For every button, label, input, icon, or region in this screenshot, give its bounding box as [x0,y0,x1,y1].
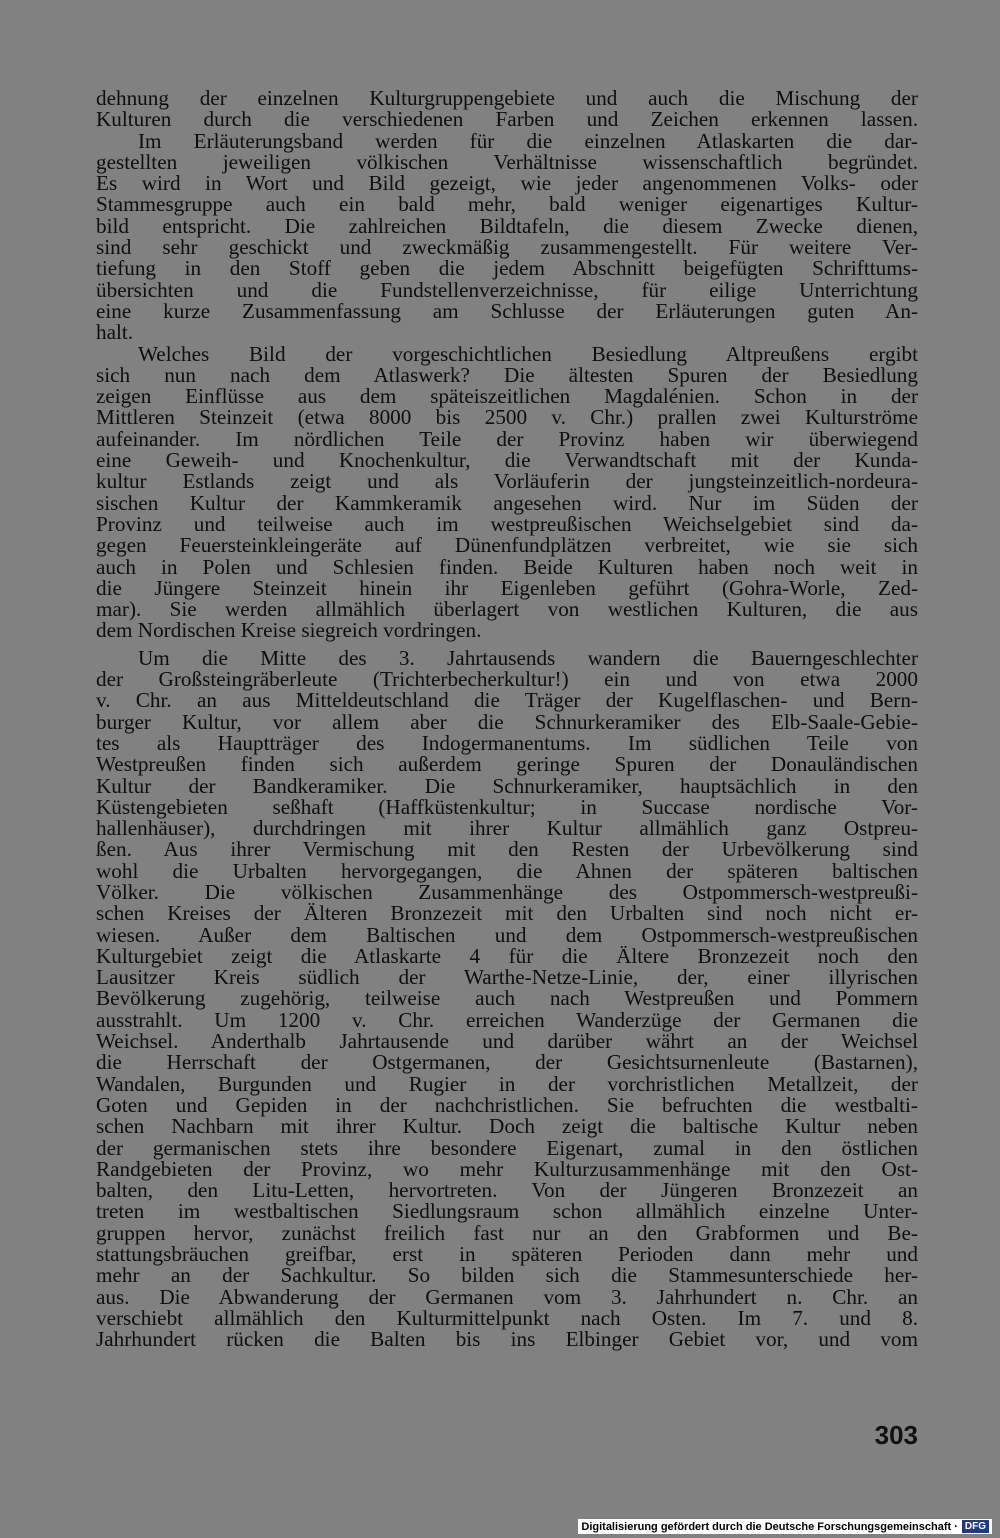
text-line: gestellten jeweiligen völkischen Verhältnisse wissenschaftlich begründet. [96,149,918,174]
text-line: dem Nordischen Kreise siegreich vordringen. [96,618,482,643]
text-line: Weichsel. Anderthalb Jahrtausende und darüber währt an der Weichsel [96,1029,918,1054]
text-line: aufeinander. Im nördlichen Teile der Provinz haben wir überwiegend [96,426,918,451]
text-line: ausstrahlt. Um 1200 v. Chr. erreichen Wanderzüge der Germanen die [96,1007,918,1032]
text-line: hallenhäuser), durchdringen mit ihrer Kultur allmählich ganz Ostpreu- [96,816,918,841]
text-line: sind sehr geschickt und zweckmäßig zusammengestellt. Für weitere Ver- [96,235,918,260]
text-line: schen Nachbarn mit ihrer Kultur. Doch zeigt die baltische Kultur neben [96,1114,918,1139]
text-line: Um die Mitte des 3. Jahrtausends wandern die Bauerngeschlechter [138,645,918,670]
text-line: Völker. Die völkischen Zusammenhänge des Ostpommersch-westpreußi- [96,879,918,904]
text-line: sich nun nach dem Atlaswerk? Die ältesten Spuren der Besiedlung [96,362,918,387]
text-line: der Großsteingräberleute (Trichterbecherkultur!) ein und von etwa 2000 [96,667,918,692]
text-line: eine kurze Zusammenfassung am Schlusse der Erläuterungen guten An- [96,298,918,323]
digitization-footer [578,1519,992,1534]
text-line: verschiebt allmählich den Kulturmittelpunkt nach Osten. Im 7. und 8. [96,1305,918,1330]
text-line: Kulturen durch die verschiedenen Farben und Zeichen erkennen lassen. [96,107,918,132]
text-line: mar). Sie werden allmählich überlagert von westlichen Kulturen, die aus [96,597,918,622]
text-line: sischen Kultur der Kammkeramik angesehen wird. Nur im Süden der [96,490,918,515]
text-line: Kultur der Bandkeramiker. Die Schnurkeramiker, hauptsächlich in den [96,773,918,798]
text-line: Wandalen, Burgunden und Rugier in der vorchristlichen Metallzeit, der [96,1071,918,1096]
text-line: die Jüngere Steinzeit hinein ihr Eigenleben geführt (Gohra-Worle, Zed- [96,575,918,600]
text-line: mehr an der Sachkultur. So bilden sich die Stammesunterschiede her- [96,1263,918,1288]
text-line: schen Kreises der Älteren Bronzezeit mit den Urbalten sind noch nicht er- [96,901,918,926]
text-line: auch in Polen und Schlesien finden. Beide Kulturen haben noch weit in [96,554,918,579]
text-line: aus. Die Abwanderung der Germanen vom 3. Jahrhundert n. Chr. an [96,1284,918,1309]
text-line: treten im westbaltischen Siedlungsraum schon allmählich einzelne Unter- [96,1199,918,1224]
text-line: gruppen hervor, zunächst freilich fast nur an den Grabformen und Be- [96,1220,918,1245]
text-line: ßen. Aus ihrer Vermischung mit den Resten der Urbevölkerung sind [96,837,918,862]
text-line: Westpreußen finden sich außerdem geringe Spuren der Donauländischen [96,752,918,777]
text-line: tiefung in den Stoff geben die jedem Abschnitt beigefügten Schrifttums- [96,256,918,281]
page-number: 303 [874,1420,918,1450]
text-line: Goten und Gepiden in der nachchristlichen. Sie befruchten die westbalti- [96,1092,918,1117]
dfg-logo: DFG [962,1520,989,1533]
text-line: kultur Estlands zeigt und als Vorläuferin der jungsteinzeitlich-nordeura- [96,469,918,494]
text-line: Jahrhundert rücken die Balten bis ins Elbinger Gebiet vor, und vom [96,1327,918,1352]
text-line: wohl die Urbalten hervorgegangen, die Ahnen der späteren baltischen [96,858,918,883]
text-line: übersichten und die Fundstellenverzeichnisse, für eilige Unterrichtung [96,277,918,302]
text-line: zeigen Einflüsse aus dem späteiszeitlichen Magdalénien. Schon in der [96,384,918,409]
text-line: stattungsbräuchen greifbar, erst in späteren Perioden dann mehr und [96,1242,918,1267]
footer-text: Digitalisierung gefördert durch die Deutsche Forschungsgemeinschaft · [581,1520,958,1533]
text-line: gegen Feuersteinkleingeräte auf Dünenfundplätzen verbreitet, wie sie sich [96,533,918,558]
text-line: der germanischen stets ihre besondere Eigenart, zumal in den östlichen [96,1135,918,1160]
text-line: die Herrschaft der Ostgermanen, der Gesichtsurnenleute (Bastarnen), [96,1050,918,1075]
text-line: eine Geweih- und Knochenkultur, die Verwandtschaft mit der Kunda- [96,448,918,473]
text-line: v. Chr. an aus Mitteldeutschland die Träger der Kugelflaschen- und Bern- [96,688,918,713]
text-line: Bevölkerung zugehörig, teilweise auch nach Westpreußen und Pommern [96,986,918,1011]
text-line: Lausitzer Kreis südlich der Warthe-Netze-Linie, der, einer illyrischen [96,965,918,990]
text-line: Randgebieten der Provinz, wo mehr Kulturzusammenhänge mit den Ost- [96,1156,918,1181]
text-line: Kulturgebiet zeigt die Atlaskarte 4 für die Ältere Bronzezeit noch den [96,943,918,968]
text-line: Stammesgruppe auch ein bald mehr, bald weniger eigenartiges Kultur- [96,192,918,217]
text-line: Provinz und teilweise auch im westpreußischen Weichselgebiet sind da- [96,511,918,536]
text-line: bild entspricht. Die zahlreichen Bildtafeln, die diesem Zwecke dienen, [96,213,918,238]
text-line: burger Kultur, vor allem aber die Schnurkeramiker des Elb-Saale-Gebie- [96,709,918,734]
text-line: halt. [96,320,134,345]
text-line: Küstengebieten seßhaft (Haffküstenkultur; in Succase nordische Vor- [96,794,918,819]
text-line: Mittleren Steinzeit (etwa 8000 bis 2500 v. Chr.) prallen zwei Kulturströme [96,405,918,430]
text-line: Es wird in Wort und Bild gezeigt, wie jeder angenommenen Volks- oder [96,171,918,196]
text-line: Im Erläuterungsband werden für die einzelnen Atlaskarten die dar- [138,128,918,153]
text-line: Welches Bild der vorgeschichtlichen Besiedlung Altpreußens ergibt [138,341,918,366]
body-text [96,88,918,1351]
text-line: balten, den Litu-Letten, hervortreten. Von der Jüngeren Bronzezeit an [96,1178,918,1203]
text-line: dehnung der einzelnen Kulturgruppengebiete und auch die Mischung der [96,86,918,110]
text-line: tes als Hauptträger des Indogermanentums. Im südlichen Teile von [96,730,918,755]
text-line: wiesen. Außer dem Baltischen und dem Ostpommersch-westpreußischen [96,922,918,947]
